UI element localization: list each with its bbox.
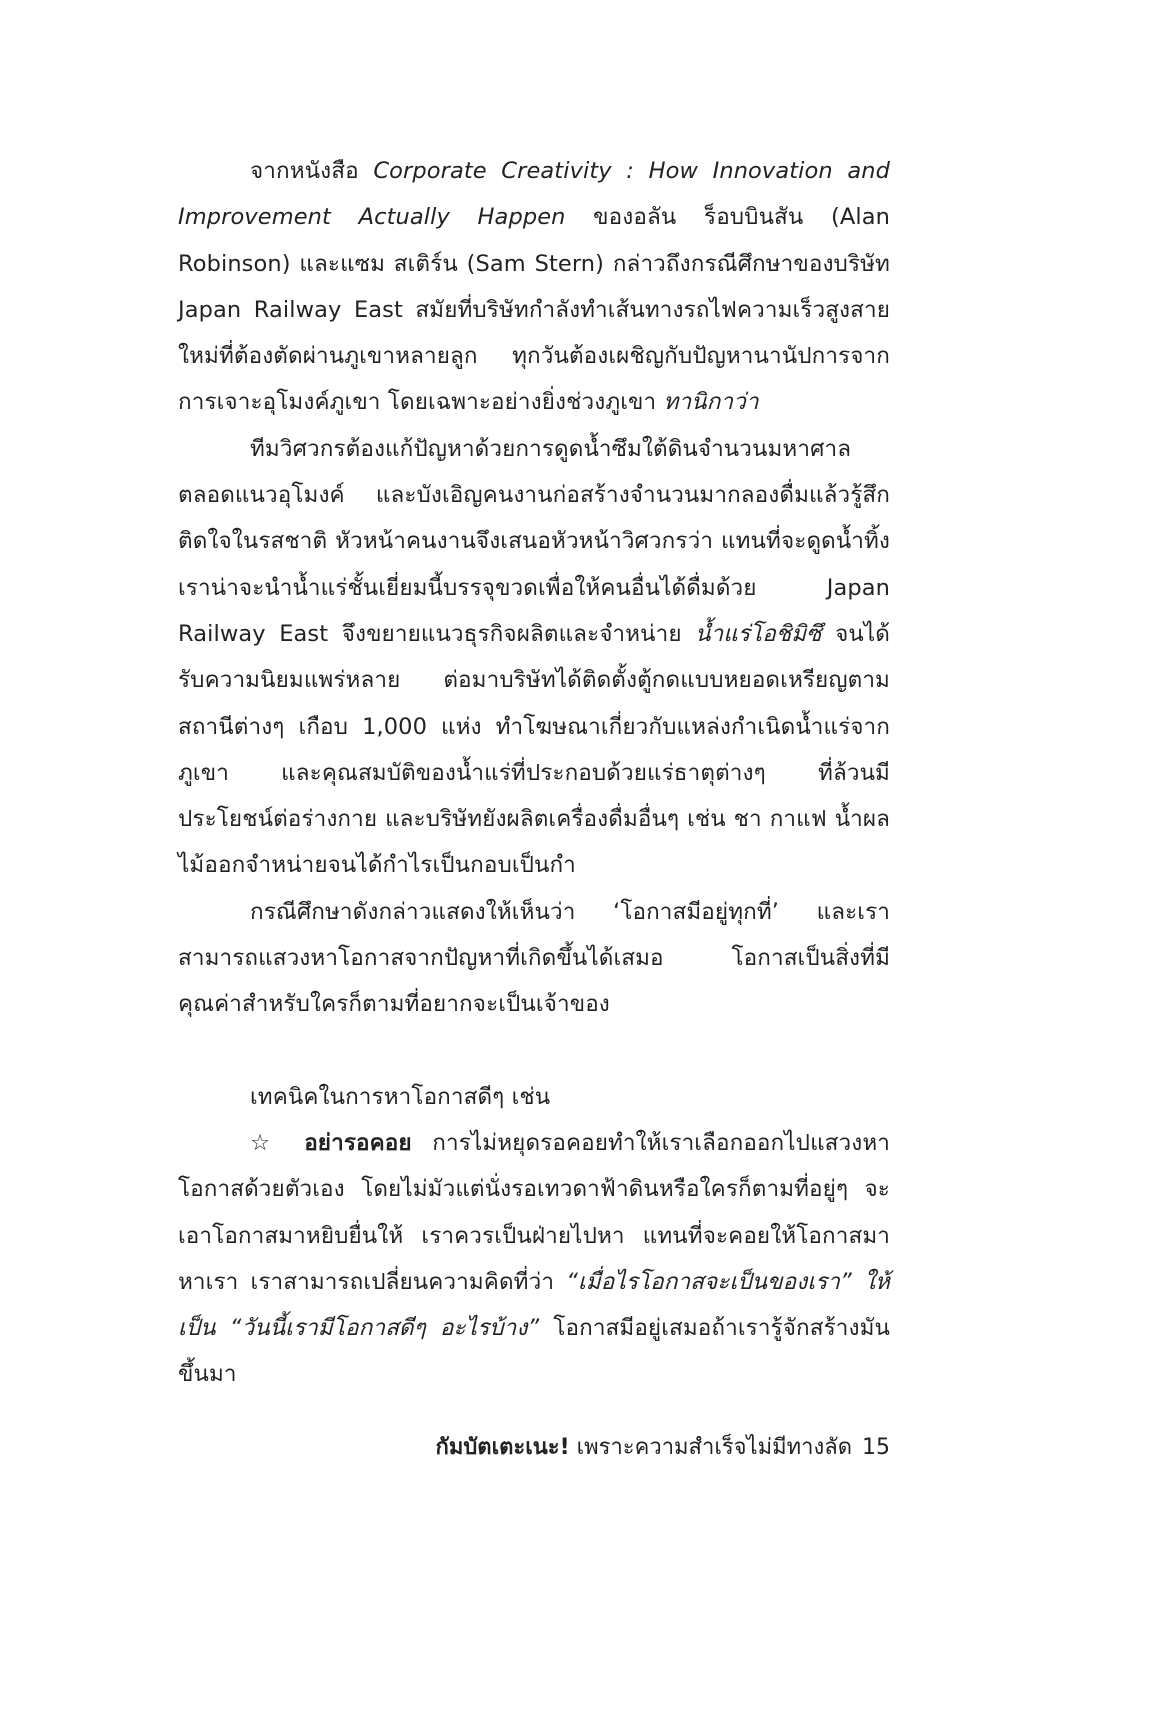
book-subtitle: เพราะความสำเร็จไม่มีทางลัด (569, 1435, 852, 1460)
star-icon: ☆ (250, 1129, 284, 1156)
book-title: Corporate Creativity : How Innovation and Improvement Actually Happen (178, 158, 890, 231)
book-brand: กัมบัตเตะเนะ! (435, 1435, 570, 1460)
paragraph-gap (178, 1028, 890, 1074)
body-text (178, 148, 890, 1398)
para3-text: กรณีศึกษาดังกล่าวแสดงให้เห็นว่า ‘โอกาสมีอยู่ทุกที่’ และเราสามารถแสวงหาโอกาสจากปัญหาที่เกิดขึ้นได้เสมอ โอกาสเป็นสิ่งที่มีคุณค่าสำหรับใครก็ตามที่อยากจะเป็นเจ้าของ (178, 898, 890, 1018)
tip-quote: “เมื่อไรโอกาสจะเป็นของเรา” ให้เป็น “วันนี้เรามีโอกาสดีๆ อะไรบ้าง” (178, 1268, 890, 1342)
paragraph-case-study (178, 148, 890, 426)
tip-heading: อย่ารอคอย (304, 1129, 412, 1156)
tip-text-1: การไม่หยุดรอคอยทำให้เราเลือกออกไปแสวงหาโอกาสด้วยตัวเอง โดยไม่มัวแต่นั่งรอเทวดาฟ้าดินหรือใครก็ตามที่อยู่ๆ จะเอาโอกาสมาหยิบยื่นให้ เราควรเป็นฝ่ายไปหา แทนที่จะคอยให้โอกาสมาหาเรา เราสามารถเปลี่ยนความคิดที่ว่า (178, 1129, 890, 1295)
techniques-intro: เทคนิคในการหาโอกาสดีๆ เช่น (250, 1083, 551, 1110)
para2-text: ทีมวิศวกรต้องแก้ปัญหาด้วยการดูดน้ำซึมใต้ดินจำนวนมหาศาลตลอดแนวอุโมงค์ และบังเอิญคนงานก่อสร้างจำนวนมากลองดื่มแล้วรู้สึกติดใจในรสชาติ หัวหน้าคนงานจึงเสนอหัวหน้าวิศวกรว่า แทนที่จะดูดน้ำทิ้งเราน่าจะนำน้ำแร่ชั้นเยี่ยมนี้บรรจุขวดเพื่อให้คนอื่นได้ดื่มด้วย Japan Railway East จึงขยายแนวธุรกิจผลิตและจำหน่าย (178, 435, 890, 647)
mountain-name: ทานิกาว่า (663, 389, 759, 416)
tip-text-2: โอกาสมีอยู่เสมอถ้าเรารู้จักสร้างมันขึ้นมา (178, 1315, 890, 1388)
para1-intro: จากหนังสือ (250, 158, 374, 184)
mineral-water-brand: น้ำแร่โอชิมิซึ (695, 620, 822, 647)
paragraph-conclusion (178, 889, 890, 1028)
para2-rest: จนได้รับความนิยมแพร่หลาย ต่อมาบริษัทได้ติดตั้งตู้กดแบบหยอดเหรียญตามสถานีต่างๆ เกือบ 1,000 แห่ง ทำโฆษณาเกี่ยวกับแหล่งกำเนิดน้ำแร่จากภูเขา และคุณสมบัติของน้ำแร่ที่ประกอบด้วยแร่ธาตุต่างๆ ที่ล้วนมีประโยชน์ต่อร่างกาย และบริษัทยังผลิตเครื่องดื่มอื่นๆ เช่น ชา กาแฟ น้ำผลไม้ออกจำหน่ายจนได้กำไรเป็นกอบเป็นกำ (178, 620, 890, 879)
tip-dont-wait (178, 1120, 890, 1398)
page-number: 15 (862, 1435, 890, 1460)
page-footer (436, 1432, 890, 1464)
paragraph-engineers (178, 426, 890, 889)
para1-rest: ของอลัน ร็อบบินสัน (Alan Robinson) และแซม สเติร์น (Sam Stern) กล่าวถึงกรณีศึกษาของบริษัท Japan Railway East สมัยที่บริษัทกำลังทำเส้นทางรถไฟความเร็วสูงสายใหม่ที่ต้องตัดผ่านภูเขาหลายลูก ทุกวันต้องเผชิญกับปัญหานานัปการจากการเจาะอุโมงค์ภูเขา โดยเฉพาะอย่างยิ่งช่วงภูเขา (178, 204, 890, 416)
